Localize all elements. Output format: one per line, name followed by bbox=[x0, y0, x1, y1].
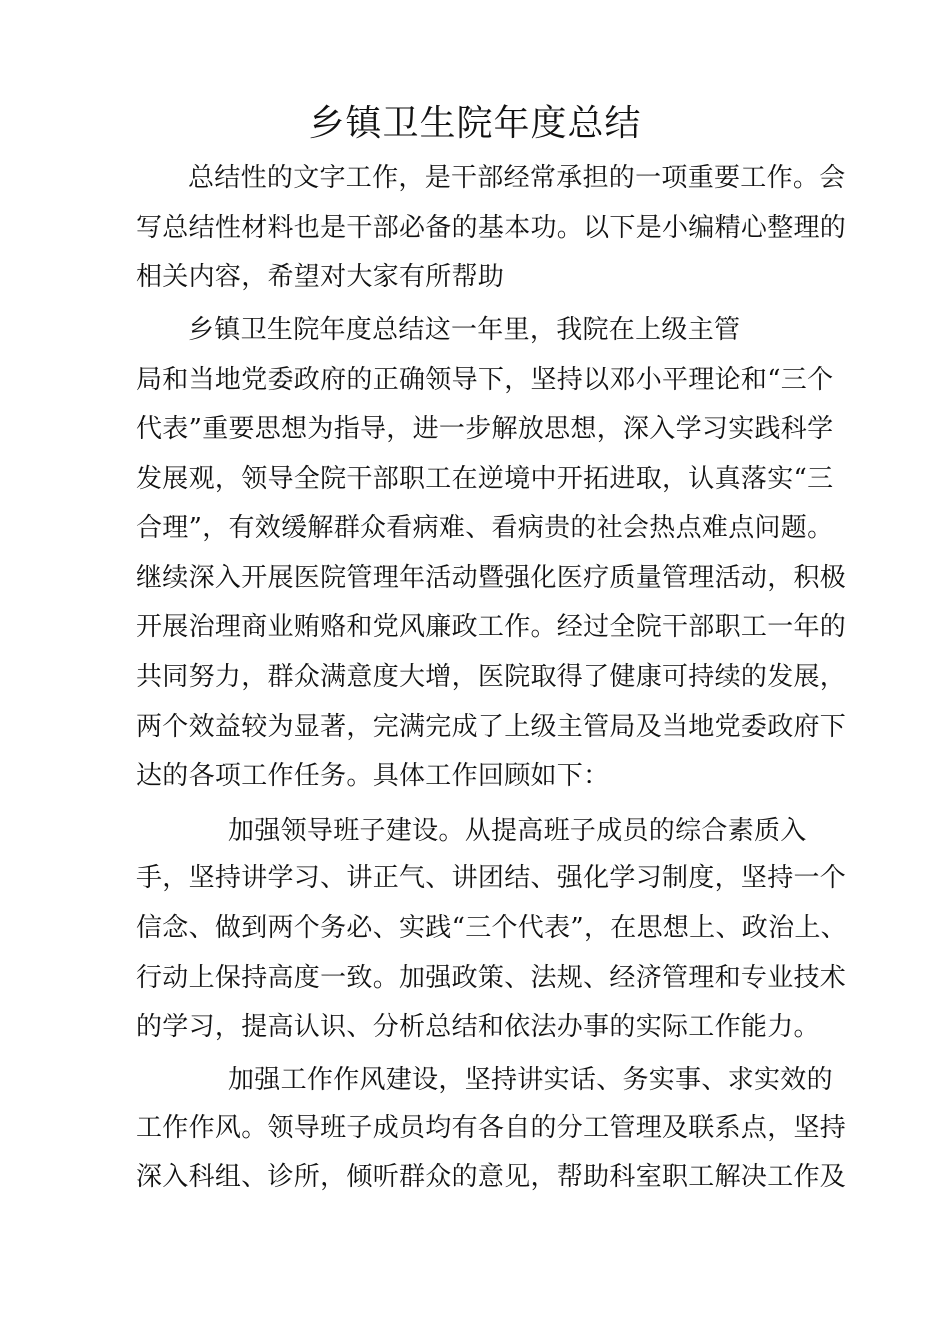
text-line: 乡镇卫生院年度总结这一年里，我院在上级主管 bbox=[188, 315, 741, 345]
text-line: 写总结性材料也是干部必备的基本功。以下是小编精心整理的 bbox=[136, 213, 847, 243]
text-line: 达的各项工作任务。具体工作回顾如下： bbox=[136, 761, 610, 791]
text-line: 总结性的文字工作，是干部经常承担的一项重要工作。会 bbox=[188, 163, 846, 193]
text-line: 的学习，提高认识、分析总结和依法办事的实际工作能力。 bbox=[136, 1012, 820, 1042]
text-line: 深入科组、诊所，倾听群众的意见，帮助科室职工解决工作及 bbox=[136, 1162, 847, 1192]
text-line: 行动上保持高度一致。加强政策、法规、经济管理和专业技术 bbox=[136, 963, 847, 993]
text-line: 合理”，有效缓解群众看病难、看病贵的社会热点难点问题。 bbox=[136, 513, 834, 543]
text-line: 信念、做到两个务必、实践“三个代表”，在思想上、政治上、 bbox=[136, 913, 847, 943]
text-line: 继续深入开展医院管理年活动暨强化医疗质量管理活动，积极 bbox=[136, 563, 847, 593]
text-line: 发展观，领导全院干部职工在逆境中开拓进取，认真落实“三 bbox=[136, 464, 834, 494]
text-line: 手，坚持讲学习、讲正气、讲团结、强化学习制度，坚持一个 bbox=[136, 863, 847, 893]
document-title: 乡镇卫生院年度总结 bbox=[308, 103, 642, 144]
text-line: 共同努力，群众满意度大增，医院取得了健康可持续的发展， bbox=[136, 662, 847, 692]
text-line: 工作作风。领导班子成员均有各自的分工管理及联系点，坚持 bbox=[136, 1113, 847, 1143]
text-line: 加强领导班子建设。从提高班子成员的综合素质入 bbox=[228, 816, 807, 846]
text-line: 相关内容，希望对大家有所帮助 bbox=[136, 262, 505, 292]
text-line: 加强工作作风建设，坚持讲实话、务实事、求实效的 bbox=[228, 1065, 833, 1095]
text-line: 两个效益较为显著，完满完成了上级主管局及当地党委政府下 bbox=[136, 712, 847, 742]
text-line: 开展治理商业贿赂和党风廉政工作。经过全院干部职工一年的 bbox=[136, 612, 847, 642]
text-line: 代表”重要思想为指导，进一步解放思想，深入学习实践科学 bbox=[136, 414, 834, 444]
text-line: 局和当地党委政府的正确领导下，坚持以邓小平理论和“三个 bbox=[136, 365, 834, 395]
